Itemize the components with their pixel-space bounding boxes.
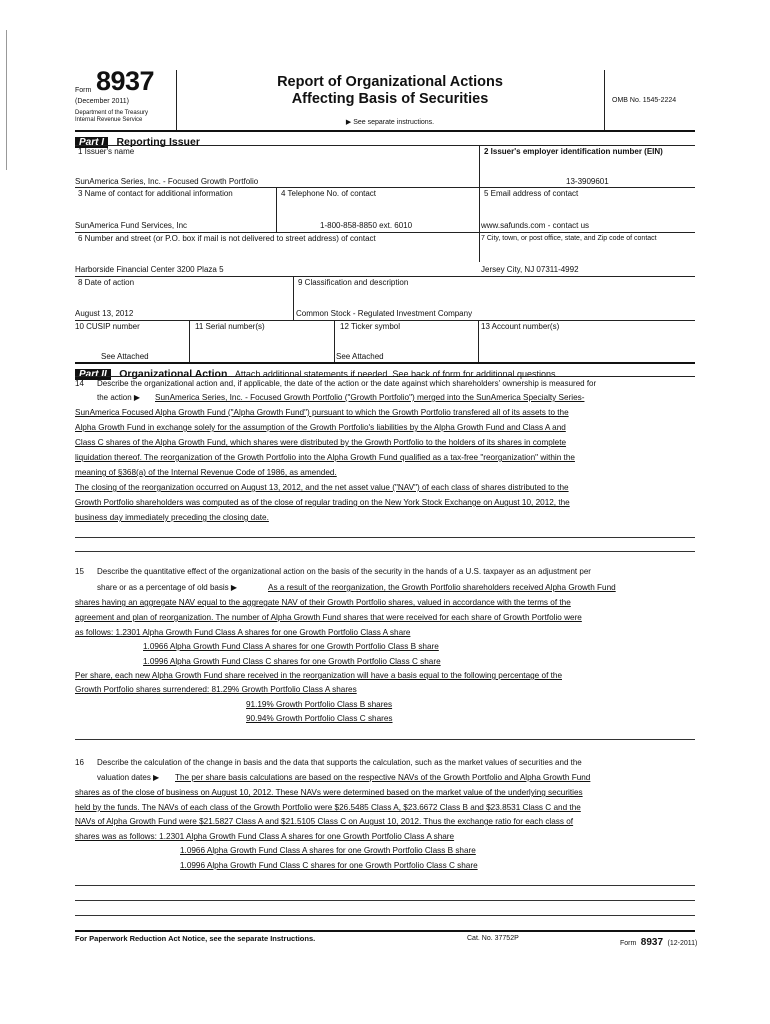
q16-answer-line[interactable]: held by the funds. The NAVs of each class of the Growth Portfolio were $26.5485 Class A, $23.6672 Class B and $23.8531 Class C and the xyxy=(75,803,581,812)
contact-street[interactable]: Harborside Financial Center 3200 Plaza 5 xyxy=(75,265,224,274)
part1-title: Reporting Issuer xyxy=(116,136,200,148)
field-1-label: 1 Issuer's name xyxy=(78,147,135,156)
grid-vline xyxy=(334,320,335,362)
q14-answer-line[interactable]: Growth Portfolio shareholders was computed as of the close of regular trading on the New York Stock Exchange on August 10, 2012, the xyxy=(75,498,570,507)
cusip-number[interactable]: See Attached xyxy=(101,352,149,361)
q15-answer-line[interactable]: 91.19% Growth Portfolio Class B shares xyxy=(246,700,393,709)
q15-answer-line[interactable]: shares having an aggregate NAV equal to the aggregate NAV of their Growth Portfolio shares, valued in accordance with the terms of the xyxy=(75,598,571,607)
field-5-label: 5 Email address of contact xyxy=(484,189,579,198)
footer-form-rev: (12-2011) xyxy=(667,940,698,947)
q15-answer-line[interactable]: 90.94% Growth Portfolio Class C shares xyxy=(246,714,393,723)
q15-answer-line[interactable]: As a result of the reorganization, the Growth Portfolio shareholders received Alpha Growth Fund xyxy=(268,583,616,592)
q14-answer-line[interactable]: Class C shares of the Alpha Growth Fund, which shares were distributed by the Growth Portfolio to the holders of its shares in complete xyxy=(75,438,567,447)
q16-question: Describe the calculation of the change in basis and the data that supports the calculation, such as the market values of securities and the xyxy=(97,758,582,767)
q16-answer-line[interactable]: The per share basis calculations are based on the respective NAVs of the Growth Portfolio and Alpha Growth Fund xyxy=(175,773,591,782)
q14-answer-line[interactable]: liquidation thereof. The reorganization of the Growth Portfolio into the Alpha Growth Fund qualified as a tax-free "reorganization" within the xyxy=(75,453,575,462)
q16-lead: valuation dates ▶ xyxy=(97,773,160,782)
q14-answer-line[interactable]: SunAmerica Focused Alpha Growth Fund ("Alpha Growth Fund") pursuant to which the Growth Portfolio transfered all of its assets to the xyxy=(75,408,569,417)
field-7-label: 7 City, town, or post office, state, and Zip code of contact xyxy=(481,235,657,242)
field-4-label: 4 Telephone No. of contact xyxy=(281,189,377,198)
field-2-label: 2 Issuer's employer identification number (EIN) xyxy=(484,147,663,156)
catalog-number: Cat. No. 37752P xyxy=(467,935,519,942)
action-date[interactable]: August 13, 2012 xyxy=(75,309,134,318)
q16-answer-line[interactable]: 1.0996 Alpha Growth Fund Class C shares for one Growth Portfolio Class C share xyxy=(180,861,478,870)
q14-answer-line[interactable]: SunAmerica Series, Inc. - Focused Growth Portfolio ("Growth Portfolio") merged into the SunAmerica Specialty Series- xyxy=(155,393,585,402)
issuer-name[interactable]: SunAmerica Series, Inc. - Focused Growth Portfolio xyxy=(75,177,259,186)
q14-lead: the action ▶ xyxy=(97,393,141,402)
rule xyxy=(75,320,695,321)
header-divider-right xyxy=(604,70,605,130)
paperwork-notice: For Paperwork Reduction Act Notice, see the separate Instructions. xyxy=(75,934,316,943)
q14-answer-line[interactable]: business day immediately preceding the closing date. xyxy=(75,513,269,522)
blank-answer-line xyxy=(75,551,695,552)
part2-title: Organizational Action xyxy=(119,368,228,380)
q16-number: 16 xyxy=(75,758,84,767)
blank-answer-line xyxy=(75,900,695,901)
footer-form-number: 8937 xyxy=(640,937,664,948)
q16-answer-line[interactable]: shares was as follows: 1.2301 Alpha Growth Fund Class A shares for one Growth Portfolio Class A share xyxy=(75,832,455,841)
q15-answer-line[interactable]: Per share, each new Alpha Growth Fund share received in the reorganization will have a basis equal to the following percentage of the xyxy=(75,671,562,680)
contact-email[interactable]: www.safunds.com - contact us xyxy=(481,221,590,230)
q15-lead: share or as a percentage of old basis ▶ xyxy=(97,583,238,592)
blank-answer-line xyxy=(75,885,695,886)
q16-answer-line[interactable]: shares as of the close of business on August 10, 2012. These NAVs were determined based on the market value of the underlying securities xyxy=(75,788,583,797)
form-word: Form xyxy=(75,87,92,94)
field-8-label: 8 Date of action xyxy=(78,278,135,287)
q15-answer-line[interactable]: 1.0996 Alpha Growth Fund Class C shares for one Growth Portfolio Class C share xyxy=(143,657,441,666)
field-9-label: 9 Classification and description xyxy=(298,278,409,287)
q15-question: Describe the quantitative effect of the organizational action on the basis of the security in the hands of a U.S. taxpayer as an adjustment per xyxy=(97,567,591,576)
grid-vline xyxy=(276,187,277,232)
q14-question: Describe the organizational action and, if applicable, the date of the action or the date against which shareholders' ownership is measured for xyxy=(97,379,597,388)
dept-treasury: Department of the Treasury xyxy=(75,110,149,116)
contact-city[interactable]: Jersey City, NJ 07311-4992 xyxy=(481,265,579,274)
see-instructions: ▶ See separate instructions. xyxy=(345,119,435,126)
rule xyxy=(75,145,695,146)
field-3-label: 3 Name of contact for additional information xyxy=(78,189,233,198)
contact-name[interactable]: SunAmerica Fund Services, Inc xyxy=(75,221,188,230)
form-revision: (December 2011) xyxy=(75,98,129,105)
blank-answer-line xyxy=(75,915,695,916)
q14-answer-line[interactable]: The closing of the reorganization occurred on August 13, 2012, and the net asset value ("NAV") of each class of shares distributed to the xyxy=(75,483,569,492)
footer-form-word: Form xyxy=(620,940,637,947)
dept-irs: Internal Revenue Service xyxy=(75,117,143,123)
q14-number: 14 xyxy=(75,379,84,388)
field-11-label: 11 Serial number(s) xyxy=(195,322,265,331)
field-6-label: 6 Number and street (or P.O. box if mail is not delivered to street address) of contact xyxy=(78,234,376,243)
q16-answer-line[interactable]: 1.0966 Alpha Growth Fund Class A shares for one Growth Portfolio Class B share xyxy=(180,846,476,855)
grid-vline xyxy=(293,276,294,320)
q15-answer-line[interactable]: agreement and plan of reorganization. The number of Alpha Growth Fund shares that were received for each share of Growth Portfolio were xyxy=(75,613,582,622)
blank-answer-line xyxy=(75,537,695,538)
rule xyxy=(75,930,695,932)
rule xyxy=(75,376,695,377)
q15-answer-line[interactable]: Growth Portfolio shares surrendered: 81.29% Growth Portfolio Class A shares xyxy=(75,685,357,694)
footer-form-id xyxy=(620,932,697,950)
field-13-label: 13 Account number(s) xyxy=(481,322,560,331)
ticker-symbol[interactable]: See Attached xyxy=(336,352,384,361)
q15-answer-line[interactable]: as follows: 1.2301 Alpha Growth Fund Class A shares for one Growth Portfolio Class A share xyxy=(75,628,411,637)
part2-label: Part II xyxy=(75,369,111,380)
grid-vline xyxy=(478,320,479,362)
field-12-label: 12 Ticker symbol xyxy=(340,322,401,331)
rule xyxy=(75,232,695,233)
form-title-line1: Report of Organizational Actions xyxy=(277,74,503,90)
form-title-line2: Affecting Basis of Securities xyxy=(291,91,489,107)
grid-vline xyxy=(189,320,190,362)
form-number: 8937 xyxy=(96,66,155,96)
q15-number: 15 xyxy=(75,567,84,576)
scan-margin-line xyxy=(6,30,7,170)
q14-answer-line[interactable]: Alpha Growth Fund in exchange solely for the assumption of the Growth Portfolio's liabilities by the Alpha Growth Fund and Class A and xyxy=(75,423,566,432)
part1-label: Part I xyxy=(75,137,108,148)
contact-phone[interactable]: 1-800-858-8850 ext. 6010 xyxy=(320,221,413,230)
part2-subtitle: Attach additional statements if needed. See back of form for additional questions. xyxy=(234,369,559,379)
grid-vline xyxy=(479,145,480,262)
classification[interactable]: Common Stock - Regulated Investment Company xyxy=(296,309,473,318)
omb-number: OMB No. 1545-2224 xyxy=(612,97,677,104)
rule xyxy=(75,276,695,277)
q15-answer-line[interactable]: 1.0966 Alpha Growth Fund Class A shares for one Growth Portfolio Class B share xyxy=(143,642,439,651)
q14-answer-line[interactable]: meaning of §368(a) of the Internal Revenue Code of 1986, as amended. xyxy=(75,468,337,477)
field-10-label: 10 CUSIP number xyxy=(75,322,140,331)
blank-answer-line xyxy=(75,739,695,740)
issuer-ein[interactable]: 13-3909601 xyxy=(566,177,609,186)
q16-answer-line[interactable]: NAVs of Alpha Growth Fund were $21.5827 Class A and $21.5105 Class C on August 10, 2012. Thus the exchange ratio for each class of xyxy=(75,817,574,826)
rule xyxy=(75,187,695,188)
